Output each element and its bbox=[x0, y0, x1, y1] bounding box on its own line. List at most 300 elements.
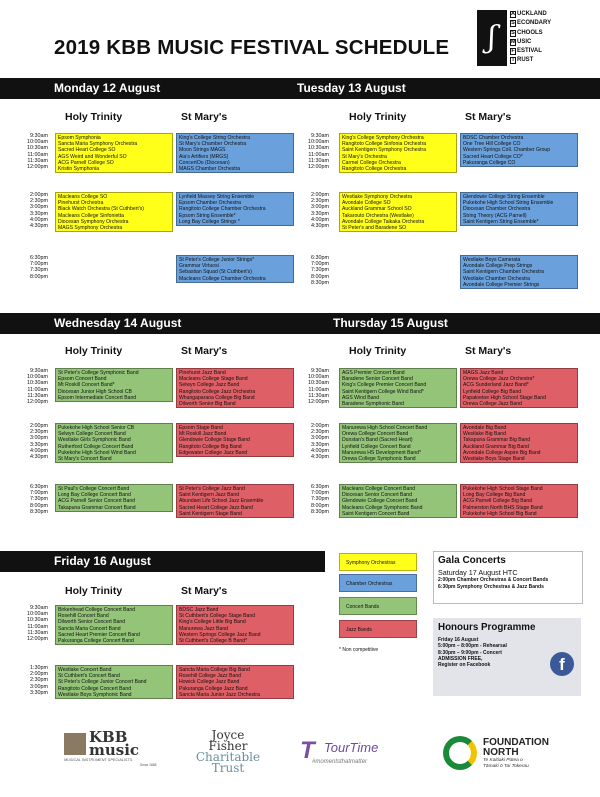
performance-block-holy-trinity bbox=[55, 605, 173, 645]
performer-entry: Lynfield College Concert Band bbox=[342, 443, 411, 450]
legend-symphony: Symphony Orchestras bbox=[339, 553, 417, 571]
performer-entry: Grammar Virtuosi bbox=[179, 263, 219, 270]
performer-entry: Birkenhead College Concert Band bbox=[58, 607, 136, 613]
time-slot: 12:00pm bbox=[27, 636, 48, 643]
day-label-mon: Monday 12 August bbox=[54, 81, 161, 95]
time-slot: 8:00pm bbox=[30, 273, 48, 280]
joyce-line: Joyce bbox=[211, 728, 245, 742]
joyce-line: Fisher bbox=[208, 739, 248, 753]
joyce-line: Trust bbox=[211, 761, 245, 775]
venue-holy-trinity: Holy Trinity bbox=[65, 111, 123, 123]
time-slot: 4:30pm bbox=[30, 454, 48, 461]
time-slot: 12:00pm bbox=[308, 164, 329, 171]
performer-entry: Sancta Maria Junior Jazz Orchestra bbox=[179, 691, 260, 698]
performer-entry: Carmel College Orchestra bbox=[342, 159, 401, 166]
session-times bbox=[297, 133, 329, 170]
time-slot: 4:00pm bbox=[30, 216, 48, 223]
session-times bbox=[297, 484, 329, 515]
performer-entry: Howick College Jazz Band bbox=[179, 679, 240, 686]
performance-block-holy-trinity bbox=[55, 133, 173, 173]
time-slot: 10:00am bbox=[308, 139, 329, 146]
performance-block-st-marys bbox=[176, 192, 294, 226]
performer-entry: Pinehurst Jazz Band bbox=[179, 370, 226, 376]
performance-block-holy-trinity bbox=[55, 368, 173, 402]
time-slot: 7:00pm bbox=[311, 490, 329, 497]
performance-block-holy-trinity bbox=[55, 665, 173, 699]
logo-line bbox=[510, 47, 551, 56]
logo-lines bbox=[510, 10, 551, 66]
performer-entry: Westlake Chamber Orchestra bbox=[463, 275, 530, 282]
performer-entry: ConcertOo (Diocesan) bbox=[179, 159, 230, 166]
performer-entry: Long Bay College Concert Band bbox=[58, 492, 131, 499]
performer-entry: Lynfield College Big Band bbox=[463, 388, 522, 395]
time-slot: 6:30pm bbox=[30, 484, 48, 490]
performer-entry: Diocesan Senior Concert Band bbox=[342, 492, 412, 499]
performer-entry: Westlake Big Band bbox=[463, 431, 506, 438]
time-slot: 4:30pm bbox=[311, 223, 329, 230]
honours-line: 5:00pm – 8:00pm - Rehearsal bbox=[438, 643, 507, 650]
performance-block-st-marys bbox=[460, 423, 578, 463]
time-slot: 9:30am bbox=[30, 133, 48, 139]
performer-entry: Pakuranga College Concert Band bbox=[58, 638, 134, 645]
time-slot: 2:30pm bbox=[30, 677, 48, 684]
performer-entry: Orewa College Symphonic Band bbox=[342, 456, 416, 463]
session-times bbox=[297, 255, 329, 286]
time-slot: 4:00pm bbox=[311, 447, 329, 454]
performer-entry: Pukekohe High School Wind Band bbox=[58, 449, 136, 456]
performer-entry: St Cuthbert's Concert Band bbox=[58, 673, 120, 680]
venue-st-marys: St Mary's bbox=[181, 345, 228, 357]
time-slot: 4:00pm bbox=[311, 216, 329, 223]
performer-entry: Glendowie College Concert Band bbox=[342, 498, 418, 505]
performer-entry: Macleans College Sinfonietta bbox=[58, 212, 124, 219]
time-slot: 2:00pm bbox=[311, 423, 329, 429]
logo-initial: T bbox=[511, 57, 515, 64]
performer-entry: Avondale College Premier Strings bbox=[463, 281, 540, 288]
kbb-since: Since 1888 bbox=[140, 763, 157, 767]
time-slot: 11:30am bbox=[27, 157, 48, 164]
time-slot: 9:30am bbox=[30, 605, 48, 611]
honours-title: Honours Programme bbox=[438, 622, 536, 633]
performer-entry: Sebastian Squad (St Cuthbert's) bbox=[179, 269, 252, 276]
performer-entry: Saint Kentigern Chamber Orchestra bbox=[463, 269, 544, 276]
performer-entry: Selwyn College Jazz Band bbox=[179, 382, 240, 389]
time-slot: 11:30am bbox=[308, 392, 329, 399]
time-slot: 2:00pm bbox=[30, 423, 48, 429]
performer-entry: St Peter's and Baradene SO bbox=[342, 225, 407, 232]
performer-entry: Pukekohe High School Senior CB bbox=[58, 425, 135, 431]
performance-block-st-marys bbox=[460, 484, 578, 518]
logo-initial: M bbox=[511, 38, 516, 45]
honours-line: Register on Facebook bbox=[438, 662, 491, 669]
tourtime-name: TourTime bbox=[324, 740, 379, 755]
time-slot: 10:30am bbox=[27, 380, 48, 387]
performer-entry: St Paul's College Concert Band bbox=[58, 486, 130, 492]
venue-st-marys: St Mary's bbox=[465, 345, 512, 357]
performer-entry: Saint Kentigern College Wind Band* bbox=[342, 388, 424, 395]
performer-entry: Rangitoto College Chamber Orchestra bbox=[179, 206, 266, 213]
logo-line bbox=[510, 19, 551, 28]
day-label-wed: Wednesday 14 August bbox=[54, 316, 182, 330]
time-slot: 8:00pm bbox=[311, 502, 329, 509]
performer-entry: Macleans College SO bbox=[58, 194, 108, 200]
session-times bbox=[297, 423, 329, 460]
time-slot: 11:30am bbox=[27, 629, 48, 636]
time-slot: 3:00pm bbox=[311, 204, 329, 211]
time-slot: 8:00pm bbox=[30, 502, 48, 509]
performer-entry: King's College Premier Concert Band bbox=[342, 382, 427, 389]
time-slot: 7:00pm bbox=[30, 261, 48, 268]
performer-entry: Macleans College Stage Band bbox=[179, 376, 248, 383]
performance-block-st-marys bbox=[176, 605, 294, 645]
performer-entry: Epsom Symphonia bbox=[58, 135, 101, 141]
session-times bbox=[16, 423, 48, 460]
performer-entry: Westlake Concert Band bbox=[58, 667, 112, 673]
joyce-line: Charitable bbox=[195, 750, 261, 764]
performer-entry: Saint Kentigern Stage Band bbox=[179, 510, 242, 517]
time-slot: 7:30pm bbox=[311, 267, 329, 274]
time-slot: 11:00am bbox=[27, 623, 48, 630]
performer-entry: Kristin Symphonia bbox=[58, 166, 100, 173]
time-slot: 3:00pm bbox=[30, 683, 48, 690]
time-slot: 2:30pm bbox=[311, 198, 329, 205]
performance-block-holy-trinity bbox=[339, 368, 457, 408]
performer-entry: Manurewa HS Development Band* bbox=[342, 449, 421, 456]
logo-initial: A bbox=[511, 11, 515, 17]
performer-entry: Orewa College Jazz Band bbox=[463, 401, 522, 408]
time-slot: 8:00pm bbox=[311, 273, 329, 280]
time-slot: 3:30pm bbox=[30, 441, 48, 448]
session-times bbox=[16, 133, 48, 170]
performer-entry: Baradene Senior Concert Band bbox=[342, 376, 413, 383]
legend-concert: Concert Bands bbox=[339, 597, 417, 615]
performer-entry: Auckland Grammar Big Band bbox=[463, 443, 529, 450]
time-slot: 2:30pm bbox=[311, 429, 329, 436]
session-times bbox=[16, 192, 48, 229]
venue-holy-trinity: Holy Trinity bbox=[349, 345, 407, 357]
time-slot: 7:00pm bbox=[30, 490, 48, 497]
time-slot: 3:30pm bbox=[30, 210, 48, 217]
day-header-bar bbox=[0, 551, 325, 572]
time-slot: 11:30am bbox=[308, 157, 329, 164]
time-slot: 8:30pm bbox=[30, 508, 48, 515]
performer-entry: Westlake Boys Symphonic Band bbox=[58, 691, 132, 698]
performer-entry: Manurewa High School Concert Band bbox=[342, 425, 428, 431]
performer-entry: Diocesan Junior High School CB bbox=[58, 388, 132, 395]
time-slot: 3:00pm bbox=[311, 435, 329, 442]
joyce-fisher-trust-logo bbox=[193, 730, 263, 778]
performer-entry: ACG Parnell Senior Concert Band bbox=[58, 498, 136, 505]
performance-block-holy-trinity bbox=[55, 192, 173, 232]
session-times bbox=[16, 484, 48, 515]
performer-entry: Rosehill Concert Band bbox=[58, 613, 109, 620]
performer-entry: Epsom String Ensemble* bbox=[179, 212, 236, 219]
kbb-emblem-icon bbox=[64, 733, 86, 755]
performer-entry: Sacred Heart College Jazz Band bbox=[179, 504, 253, 511]
logo-word: CHOOLS bbox=[517, 29, 543, 36]
performer-entry: Baradene Symphonic Band bbox=[342, 401, 405, 408]
performer-entry: Macleans College Concert Band bbox=[342, 486, 416, 492]
honours-line: Friday 16 August bbox=[438, 637, 479, 643]
logo-word: USIC bbox=[517, 38, 532, 45]
time-slot: 10:00am bbox=[27, 374, 48, 381]
performer-entry: Glendowie College String Ensemble bbox=[463, 194, 545, 200]
performer-entry: Avondale College Prep Strings bbox=[463, 263, 533, 270]
performance-block-st-marys bbox=[460, 192, 578, 226]
performer-entry: Takarouto Orchestra (Westlake) bbox=[342, 212, 414, 219]
foundation-north-subtitle: Te Kaitiaki Pūtea o Tāmaki ō Tai Tokerau bbox=[483, 758, 529, 769]
performer-entry: Auckland Grammar School SO bbox=[342, 206, 412, 213]
venue-st-marys: St Mary's bbox=[181, 111, 228, 123]
performance-block-st-marys bbox=[176, 423, 294, 457]
performer-entry: St Peter's College Symphonic Band bbox=[58, 370, 139, 376]
time-slot: 3:00pm bbox=[30, 435, 48, 442]
tourtime-tagline: #momentsthatmatter bbox=[312, 759, 368, 765]
performer-entry: St Mary's Concert Band bbox=[58, 456, 112, 463]
performer-entry: Pakuranga College Jazz Band bbox=[179, 685, 248, 692]
time-slot: 2:30pm bbox=[30, 198, 48, 205]
time-slot: 3:30pm bbox=[311, 441, 329, 448]
foundation-north-logo bbox=[443, 736, 558, 776]
performer-entry: Sacred Heart Premier Concert Band bbox=[58, 631, 140, 638]
performer-entry: Saint Kentigern Jazz Band bbox=[179, 492, 240, 499]
time-slot: 12:00pm bbox=[27, 399, 48, 406]
time-slot: 2:30pm bbox=[30, 429, 48, 436]
performance-block-st-marys bbox=[176, 133, 294, 173]
time-slot: 2:00pm bbox=[311, 192, 329, 198]
time-slot: 6:30pm bbox=[311, 255, 329, 261]
performance-block-st-marys bbox=[460, 133, 578, 167]
page-title: 2019 KBB MUSIC FESTIVAL SCHEDULE bbox=[54, 36, 450, 59]
time-slot: 7:30pm bbox=[311, 496, 329, 503]
performance-block-st-marys bbox=[176, 255, 294, 283]
session-times bbox=[297, 192, 329, 229]
time-slot: 11:00am bbox=[308, 151, 329, 158]
performer-entry: Rangitoto College Sinfonia Orchestra bbox=[342, 141, 427, 148]
time-slot: 11:00am bbox=[308, 386, 329, 393]
performer-entry: St Cuthbert's College B Band* bbox=[179, 638, 248, 645]
asmft-logo bbox=[477, 8, 595, 68]
time-slot: 9:30am bbox=[311, 368, 329, 374]
performer-entry: ACG Parnell College SO bbox=[58, 159, 114, 166]
performer-entry: Westlake Boys Camerata bbox=[463, 257, 521, 263]
time-slot: 11:00am bbox=[27, 386, 48, 393]
performer-entry: Pakuranga College CO bbox=[463, 159, 516, 166]
venue-st-marys: St Mary's bbox=[181, 585, 228, 597]
time-slot: 10:30am bbox=[308, 145, 329, 152]
time-slot: 10:00am bbox=[27, 139, 48, 146]
time-slot: 2:00pm bbox=[30, 192, 48, 198]
foundation-north-name: FOUNDATION NORTH bbox=[483, 737, 549, 758]
venue-holy-trinity: Holy Trinity bbox=[349, 111, 407, 123]
performer-entry: King's College Little Big Band bbox=[179, 619, 246, 626]
performance-block-st-marys bbox=[176, 368, 294, 408]
performance-block-st-marys bbox=[176, 484, 294, 518]
performer-entry: Rangitoto College Concert Band bbox=[58, 685, 132, 692]
time-slot: 7:00pm bbox=[311, 261, 329, 268]
time-slot: 6:30pm bbox=[311, 484, 329, 490]
time-slot: 7:30pm bbox=[30, 496, 48, 503]
performer-entry: Dilworth Senior Big Band bbox=[179, 401, 236, 408]
time-slot: 9:30am bbox=[30, 368, 48, 374]
time-slot: 7:30pm bbox=[30, 267, 48, 274]
logo-mark: ʃ bbox=[477, 10, 507, 66]
logo-line bbox=[510, 10, 551, 19]
legend-chamber: Chamber Orchestras bbox=[339, 574, 417, 592]
gala-title: Gala Concerts bbox=[438, 555, 506, 566]
performer-entry: Saint Kentigern String Ensemble* bbox=[463, 218, 539, 225]
time-slot: 10:00am bbox=[308, 374, 329, 381]
performer-entry: Western Springs Coll. Chamber Group bbox=[463, 147, 551, 154]
performer-entry: Rutherford College Concert Band bbox=[58, 443, 134, 450]
venue-holy-trinity: Holy Trinity bbox=[65, 585, 123, 597]
performer-entry: Mt Roskill Jazz Band bbox=[179, 431, 227, 438]
logo-word: UCKLAND bbox=[517, 11, 547, 17]
performer-entry: Avondale College SO bbox=[342, 200, 391, 207]
session-times bbox=[16, 665, 48, 696]
performer-entry: Westlake Symphony Orchestra bbox=[342, 194, 413, 200]
kbb-music-logo bbox=[64, 728, 174, 773]
performance-block-holy-trinity bbox=[55, 484, 173, 512]
time-slot: 11:00am bbox=[27, 151, 48, 158]
time-slot: 8:30pm bbox=[311, 508, 329, 515]
time-slot: 2:00pm bbox=[30, 671, 48, 678]
performer-entry: Pinehurst Orchestra bbox=[58, 200, 104, 207]
gala-concerts-box bbox=[433, 551, 583, 604]
honours-programme-box bbox=[433, 618, 581, 696]
performer-entry: King's College Symphony Orchestra bbox=[342, 135, 424, 141]
performer-entry: Pukekohe High School Big Band bbox=[463, 510, 537, 517]
time-slot: 3:00pm bbox=[30, 204, 48, 211]
performer-entry: Lynfield Massey String Ensemble bbox=[179, 194, 255, 200]
time-slot: 4:30pm bbox=[30, 223, 48, 230]
logo-initial: S bbox=[511, 29, 515, 36]
logo-line bbox=[510, 56, 551, 65]
performer-entry: Long Bay College Strings * bbox=[179, 218, 240, 225]
facebook-icon[interactable]: f bbox=[550, 652, 574, 676]
venue-holy-trinity: Holy Trinity bbox=[65, 345, 123, 357]
performer-entry: MAGS Chamber Orchestra bbox=[179, 166, 241, 173]
performer-entry: Mt Roskill Concert Band* bbox=[58, 382, 115, 389]
performer-entry: Glendowie College Stage Band bbox=[179, 437, 250, 444]
performer-entry: Epsom Concert Band bbox=[58, 376, 107, 383]
performer-entry: St Mary's Orchestra bbox=[342, 153, 387, 160]
kbb-name: KBB music bbox=[89, 728, 140, 759]
performer-entry: MAGS Jazz Band bbox=[463, 370, 504, 376]
performer-entry: Papatoetoe High School Stage Band bbox=[463, 394, 546, 401]
time-slot: 10:30am bbox=[27, 617, 48, 624]
time-slot: 12:00pm bbox=[27, 164, 48, 171]
session-times bbox=[297, 368, 329, 405]
performer-entry: Sacred Heart College CO* bbox=[463, 153, 523, 160]
performer-entry: Avondale Big Band bbox=[463, 425, 507, 431]
performer-entry: St Cuthbert's College Stage Band bbox=[179, 613, 256, 620]
performer-entry: BDSC Chamber Orchestra bbox=[463, 135, 524, 141]
performer-entry: Moon Strings MAGS bbox=[179, 147, 226, 154]
performer-entry: Edgewater College Jazz Band bbox=[179, 449, 248, 456]
performer-entry: Whangaparaoa College Big Band bbox=[179, 394, 255, 401]
day-label-fri: Friday 16 August bbox=[54, 554, 151, 568]
performer-entry: Diocesan Symphony Orchestra bbox=[58, 218, 129, 225]
honours-line: ADMISSION FREE, bbox=[438, 655, 483, 662]
performer-entry: AGS Wind Band bbox=[342, 394, 380, 401]
time-slot: 8:30pm bbox=[311, 279, 329, 286]
time-slot: 6:30pm bbox=[30, 255, 48, 261]
performance-block-holy-trinity bbox=[339, 423, 457, 463]
performer-entry: Manurewa Jazz Band bbox=[179, 625, 228, 632]
performer-entry: Dilworth Senior Concert Band bbox=[58, 619, 126, 626]
day-label-thu: Thursday 15 August bbox=[333, 316, 448, 330]
performer-entry: Orewa College Jazz Orchestra* bbox=[463, 376, 535, 383]
gala-line: 6:30pm Symphony Orchestras & Jazz Bands bbox=[438, 583, 544, 590]
time-slot: 3:30pm bbox=[30, 689, 48, 696]
performer-entry: Aia's Artifiers (MRGS) bbox=[179, 153, 229, 160]
performer-entry: Rangitoto College Jazz Orchestra bbox=[179, 388, 256, 395]
performance-block-st-marys bbox=[460, 368, 578, 408]
performer-entry: Abundant Life School Jazz Ensemble bbox=[179, 498, 264, 505]
performer-entry: St Mary's Chamber Orchestra bbox=[179, 141, 247, 148]
honours-line: 8:30pm – 9:00pm - Concert bbox=[438, 649, 502, 656]
performer-entry: String Theory (ACG Parnell) bbox=[463, 212, 527, 219]
performer-entry: King's College String Orchestra bbox=[179, 135, 250, 141]
day-label-tue: Tuesday 13 August bbox=[297, 81, 406, 95]
performer-entry: Sacred Heart College SO bbox=[58, 147, 116, 154]
time-slot: 11:30am bbox=[27, 392, 48, 399]
performer-entry: Avondale College Taikaka Orchestra bbox=[342, 218, 425, 225]
session-times bbox=[16, 368, 48, 405]
time-slot: 9:30am bbox=[311, 133, 329, 139]
time-slot: 10:30am bbox=[308, 380, 329, 387]
performer-entry: Orewa College Concert Band bbox=[342, 431, 409, 438]
performer-entry: Sancta Maria Symphony Orchestra bbox=[58, 141, 138, 148]
gala-line: 2:00pm Chamber Orchestras & Concert Bands bbox=[438, 577, 549, 583]
performer-entry: Rangitoto College Big Band bbox=[179, 443, 242, 450]
performer-entry: St Peter's College Junior Strings* bbox=[179, 257, 255, 263]
performer-entry: Dunstan's Band (Sacred Heart) bbox=[342, 437, 413, 444]
time-slot: 10:30am bbox=[27, 145, 48, 152]
performance-block-holy-trinity bbox=[55, 423, 173, 463]
logo-word: ECONDARY bbox=[517, 20, 552, 27]
tourtime-logo bbox=[300, 735, 400, 775]
performer-entry: AGS Premier Concert Band bbox=[342, 370, 405, 376]
performer-entry: Epsom Stage Band bbox=[179, 425, 223, 431]
time-slot: 4:30pm bbox=[311, 454, 329, 461]
performer-entry: Pukekohe High School Stage Band bbox=[463, 486, 543, 492]
performer-entry: Epsom Intermediate Concert Band bbox=[58, 394, 137, 401]
time-slot: 1:30pm bbox=[30, 665, 48, 671]
performer-entry: St Peter's College Jazz Band bbox=[179, 486, 245, 492]
legend-jazz: Jazz Bands bbox=[339, 620, 417, 638]
performer-entry: Saint Kentigern Concert Band bbox=[342, 510, 410, 517]
logo-initial: S bbox=[511, 20, 515, 27]
foundation-north-emblem-icon bbox=[443, 736, 477, 770]
performance-block-holy-trinity bbox=[339, 484, 457, 518]
time-slot: 12:00pm bbox=[308, 399, 329, 406]
tourtime-mark-icon: T bbox=[300, 737, 315, 764]
performer-entry: One Tree Hill College CO bbox=[463, 141, 521, 148]
performer-entry: Westlake Boys Stage Band bbox=[463, 456, 525, 463]
performance-block-holy-trinity bbox=[339, 133, 457, 173]
performer-entry: Sancta Maria Concert Band bbox=[58, 625, 121, 632]
performer-entry: Selwyn College Concert Band bbox=[58, 431, 126, 438]
performer-entry: Epsom Chamber Orchestra bbox=[179, 200, 241, 207]
performer-entry: MAGS Symphony Orchestra bbox=[58, 225, 123, 232]
logo-initial: F bbox=[511, 48, 515, 55]
performer-entry: Macleans College Symphonic Band bbox=[342, 504, 423, 511]
performer-entry: ACG Parnell College Big Band bbox=[463, 498, 533, 505]
performer-entry: Macleans College Chamber Orchestra bbox=[179, 275, 266, 282]
performer-entry: Black Watch Orchestra (St Cuthbert's) bbox=[58, 206, 144, 213]
